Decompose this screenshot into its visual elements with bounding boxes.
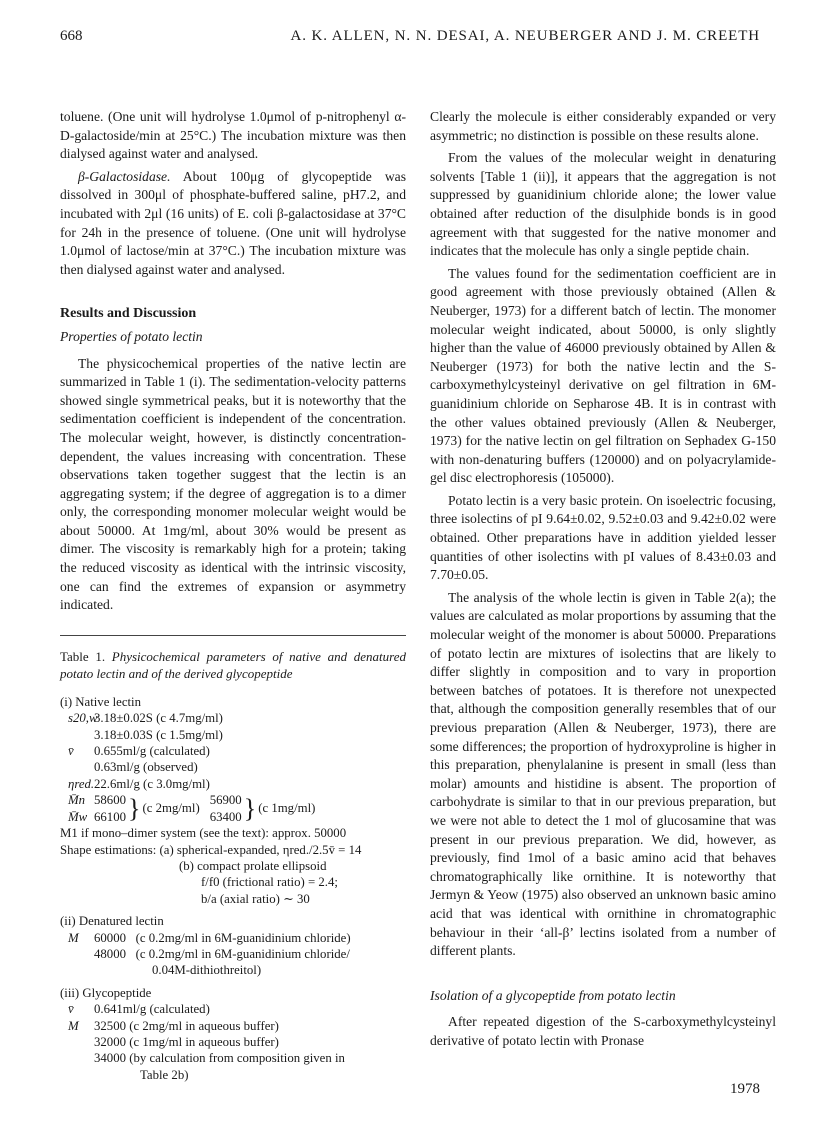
paragraph-properties: The physicochemical properties of the native lectin are summarized in Table 1 (i). The sedimentation-velocity patterns showed single symmetrical peaks, but it is noteworthy that the sedimentation coefficient is independent of the concentration. The molecular weight, however, is distinctly concentration-dependent, the values increasing with concentration. These observations taken together suggest that the lectin is an aggregating system; if the degree of aggregation is to a dimer only, the corresponding monomer molecular weight would be about 50000. At 1mg/ml, about 30% would be present as dimer. The viscosity is remarkably high for a protein; taking the reduced viscosity as identical with the intrinsic viscosity, one can find the extremes of expansion or asymmetry indicated. [60,355,406,613]
eta-value: 22.6ml/g (c 3.0mg/ml) [94,776,210,791]
page-number: 668 [60,28,83,44]
shape-axial: b/a (axial ratio) ∼ 30 [201,891,310,906]
paragraph-isolation: After repeated digestion of the S-carboxymethylcysteinyl derivative of potato lectin with Pronase [430,1014,776,1048]
denatured-row2-cont: 0.04M-dithiothreitol) [152,963,262,978]
table1-glycopeptide-heading: (iii) Glycopeptide [60,985,152,1000]
glyco-m1: 32500 (c 2mg/ml in aqueous buffer) [94,1018,279,1033]
table1 [60,694,406,1083]
glyco-m-symbol: M [68,1018,79,1033]
vbar-observed: 0.63ml/g (observed) [94,760,198,775]
table1-caption-text: Physicochemical parameters of native and denatured potato lectin and of the derived glycopeptide [60,648,406,681]
running-header-authors: A. K. ALLEN, N. N. DESAI, A. NEUBERGER AND J. M. CREETH [290,28,760,44]
brace-right: } [243,793,257,823]
table-divider [60,635,406,636]
glyco-vbar-symbol: v̄ [68,1002,74,1017]
glyco-m3: 34000 (by calculation from composition given in [94,1051,345,1066]
s20-row2: 3.18±0.03S (c 1.5mg/ml) [94,727,223,742]
paragraph-sedimentation: The values found for the sedimentation coefficient are in good agreement with those previously obtained (Allen & Neuberger, 1973) for a different batch of lectin. The monomer molecular weight indicated, about 50000, is only slightly higher than the value of 46000 previously obtained by Allen & Neuberger (1973) for both the native lectin and the S-carboxymethylcysteinyl derivative on gel filtration in 6M-guanidinium chloride on Sepharose 4B. It is in contrast with the other values obtained previously (Allen & Neuberger, 1973) for the native lectin on gel filtration on Sephadex G-150 with non-denaturing buffers (120000) and on polyacrylamide-gel disc electrophoresis (105000). [430,265,776,486]
right-column [430,108,776,1051]
table1-native-heading: (i) Native lectin [60,694,142,709]
paragraph-basic-protein: Potato lectin is a very basic protein. On isoelectric focusing, three isolectins of pI 9.64±0.02, 9.52±0.03 and 9.42±0.02 were obtained. Other preparations have in addition yielded lesser quantities of other isolectins with pI values of 8.43±0.03 and 7.70±0.05. [430,492,776,583]
mw-1mg: 63400 [209,809,242,824]
vbar-symbol: v̄ [68,744,74,759]
left-column [60,108,406,1083]
vbar-calculated: 0.655ml/g (calculated) [94,744,210,759]
paragraph-denaturing: From the values of the molecular weight in denaturing solvents [Table 1 (ii)], it appears that the aggregation is not suppressed by guanidinium chloride alone; the lower value obtained after reduction of the disulphide bonds is in good agreement with that suggested for the native monomer and indicates that the molecule has only a single peptide chain. [430,150,776,259]
paragraph-beta-galactosidase [60,168,406,280]
shape-b: (b) compact prolate ellipsoid [179,858,327,873]
mn-2mg: 58600 [94,793,126,808]
table1-caption-label: Table 1. [60,648,106,664]
denatured-row2: 48000 (c 0.2mg/ml in 6M-guanidinium chloride/ [94,946,350,961]
paragraph-expanded: Clearly the molecule is either considerably expanded or very asymmetric; no distinction is possible on these results alone. [430,109,776,143]
s20-symbol: s20,w [68,711,98,726]
paragraph-toluene: toluene. (One unit will hydrolyse 1.0μmol of p-nitrophenyl α-D-galactoside/min at 25°C.) The incubation mixture was then dialysed against water and analysed. [60,109,406,162]
mw-symbol: M̄w [68,809,88,824]
table1-caption [60,648,406,682]
brace-right: } [128,793,141,823]
section-heading-results: Results and Discussion [60,306,197,322]
table1-denatured-heading: (ii) Denatured lectin [60,914,164,929]
molecular-weight-block [60,792,406,825]
subsection-heading-properties: Properties of potato lectin [60,328,203,344]
condition-1mg: (c 1mg/ml) [258,801,316,816]
glyco-m3-cont: Table 2b) [140,1067,189,1082]
footer-year: 1978 [730,1081,760,1097]
eta-symbol: ηred. [68,776,95,791]
s20-row1: 3.18±0.02S (c 4.7mg/ml) [94,711,223,726]
mn-symbol: M̄n [68,793,86,808]
condition-2mg: (c 2mg/ml) [142,801,200,816]
shape-a: Shape estimations: (a) spherical-expanded, ηred./2.5v̄ = 14 [60,842,362,857]
subsection-heading-isolation: Isolation of a glycopeptide from potato lectin [430,987,676,1003]
glyco-m2: 32000 (c 1mg/ml in aqueous buffer) [94,1034,279,1049]
denatured-row1: 60000 (c 0.2mg/ml in 6M-guanidinium chloride) [94,930,351,945]
glyco-vbar: 0.641ml/g (calculated) [94,1002,210,1017]
mw-2mg: 66100 [94,809,126,824]
m1-line: M1 if mono–dimer system (see the text): approx. 50000 [60,826,347,841]
shape-frictional: f/f0 (frictional ratio) = 2.4; [201,875,338,890]
beta-galactosidase-body: About 100μg of glycopeptide was dissolved in 300μl of phosphate-buffered saline, pH7.2, and incubated with 2μl (16 units) of E. coli β-galactosidase at 37°C for 24h in the presence of toluene. (One unit will hydrolyse 1.0μmol of lactose/min at 37°C.) The incubation mixture was then dialysed against water and analysed. [60,168,406,277]
denatured-m-symbol: M [68,930,79,945]
beta-galactosidase-title: β-Galactosidase. [78,168,171,184]
paragraph-analysis: The analysis of the whole lectin is given in Table 2(a); the values are calculated as molar proportions by assuming that the molecular weight of the monomer is about 50000. Preparations of potato lectin are mixtures of isolectins that are likely to differ slightly in composition and to vary in proportion between batches of potatoes. It is therefore not unexpected that, although the composition generally resembles that of our previous preparation (Allen & Neuberger, 1973), there are some differences; the proportion of hydroxyproline is higher in this preparation, phenylalanine is present in small (less than molar) amounts and histidine is absent. The proportion of carbohydrate is similar to that in our previous preparation, but we were not able to detect the 1 mol of glucosamine that was present in our previous preparation. We did, however, as previously, find 1mol of a basic amino acid that behaves chromatographically like ornithine. It is noteworthy that Jermyn & Yeow (1975) also observed an unknown basic amino acid that was identical with ornithine in chromatographic behaviour in their ‘all-β’ lectins isolated from a number of different plants. [430,589,776,959]
mn-1mg: 56900 [209,793,242,808]
